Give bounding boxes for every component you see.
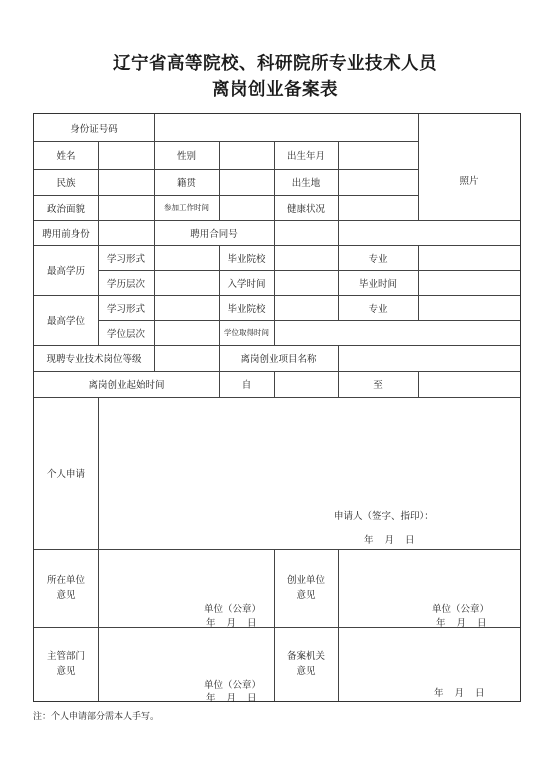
label-work-start-date: 参加工作时间 <box>164 203 209 212</box>
photo-box: 照片 <box>459 175 479 187</box>
label-project-name: 离岗创业项目名称 <box>240 354 317 365</box>
label-filing-opinion: 备案机关 意见 <box>286 651 325 677</box>
filing-opinion-date: 年 月 日 <box>434 688 485 699</box>
form-title-line-2: 离岗创业备案表 <box>212 80 338 100</box>
label-venture-unit-opinion: 创业单位 意见 <box>286 575 325 601</box>
venture-unit-seal-label: 单位（公章） <box>432 604 490 615</box>
label-personal-application: 个人申请 <box>46 469 85 480</box>
label-study-form-edu: 学习形式 <box>106 253 145 265</box>
authority-opinion-date: 年 月 日 <box>206 693 257 704</box>
venture-unit-opinion-date: 年 月 日 <box>436 618 487 629</box>
label-name: 姓名 <box>56 151 76 162</box>
label-prior-identity: 聘用前身份 <box>42 228 90 240</box>
label-id-number: 身份证号码 <box>70 123 118 135</box>
label-contract-no: 聘用合同号 <box>190 228 238 240</box>
applicant-signature-label: 申请人（签字、指印）： <box>334 511 434 522</box>
unit-seal-label: 单位（公章） <box>204 604 262 615</box>
label-highest-degree: 最高学位 <box>46 316 85 327</box>
label-major-deg: 专业 <box>368 303 388 315</box>
label-health: 健康状况 <box>286 203 325 215</box>
label-study-form-deg: 学习形式 <box>106 303 145 315</box>
label-current-post-level: 现聘专业技术岗位等级 <box>46 354 142 365</box>
unit-opinion-date: 年 月 日 <box>206 618 257 629</box>
label-graduate-school-edu: 毕业院校 <box>227 253 266 265</box>
label-major-edu: 专业 <box>368 253 388 265</box>
label-political-status: 政治面貌 <box>46 203 85 215</box>
label-degree-level: 学位层次 <box>106 328 145 340</box>
label-authority-opinion: 主管部门 意见 <box>46 651 85 677</box>
label-enroll-date: 入学时间 <box>227 278 266 290</box>
label-education-level: 学历层次 <box>106 278 145 290</box>
label-grad-date: 毕业时间 <box>358 278 397 290</box>
label-native-place: 籍贯 <box>176 178 196 189</box>
label-gender: 性别 <box>176 151 196 162</box>
label-ethnicity: 民族 <box>56 178 76 189</box>
label-highest-education: 最高学历 <box>46 266 85 277</box>
label-unit-opinion: 所在单位 意见 <box>46 575 85 601</box>
label-start-time: 离岗创业起始时间 <box>88 380 165 391</box>
application-date: 年 月 日 <box>364 535 415 546</box>
label-birth-date: 出生年月 <box>286 151 325 162</box>
label-to: 至 <box>373 380 383 391</box>
label-degree-date: 学位取得时间 <box>224 328 269 337</box>
filing-form-table <box>33 113 521 702</box>
form-title-line-1: 辽宁省高等院校、科研院所专业技术人员 <box>113 54 437 74</box>
label-graduate-school-deg: 毕业院校 <box>227 303 266 315</box>
footnote: 注：个人申请部分需本人手写。 <box>33 712 160 722</box>
label-from: 自 <box>241 380 252 391</box>
label-birthplace: 出生地 <box>291 178 321 189</box>
authority-seal-label: 单位（公章） <box>204 680 262 691</box>
